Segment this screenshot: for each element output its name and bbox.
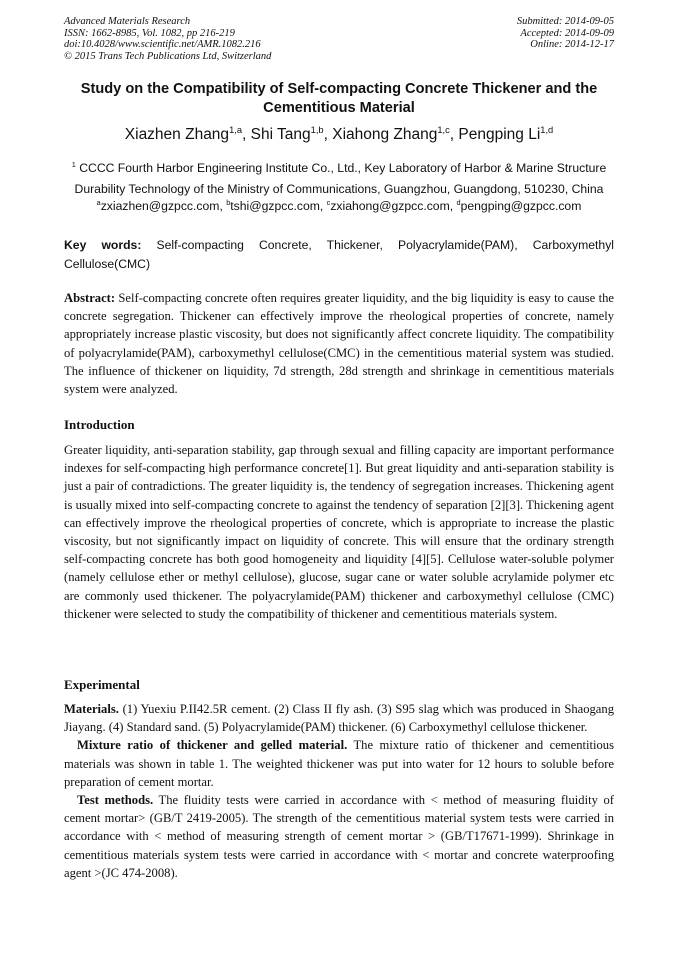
author: Pengping Li$^{1,d}$ [458,124,554,143]
journal-info [64,16,271,62]
keywords-text: Self-compacting Concrete, Thickener, Polyacrylamide(PAM), Carboxymethyl Cellulose(CMC) [64,238,614,271]
author: Xiahong Zhang$^{1,c}$, [332,124,459,143]
section-heading-introduction: Introduction [64,417,135,432]
experimental-section [64,700,614,882]
materials-paragraph: Materials. (1) Yuexiu P.II42.5R cement. (2) Class II fly ash. (3) S95 slag which was produced in Shaogang Jiayang. (4) Standard sand. (5) Polyacrylamide(PAM) thickener. (6) Carboxymethyl cellulose thickener. [64,702,614,735]
email-list: $^a$zxiazhen@gzpcc.com, $^b$tshi@gzpcc.com, $^c$zxiahong@gzpcc.com, $^d$pengping@gzpcc.com [96,197,582,213]
doi-line: doi:10.4028/www.scientific.net/AMR.1082.216 [64,39,261,51]
copyright-line: © 2015 Trans Tech Publications Ltd, Switzerland [64,50,272,62]
abstract-label: Abstract: [64,291,116,305]
section-heading-experimental: Experimental [64,677,140,692]
author: Shi Tang$^{1,b}$, [250,124,333,143]
email-link[interactable]: $^d$pengping@gzpcc.com [456,197,582,213]
online-date: Online: 2014-12-17 [530,39,614,51]
introduction-paragraph: Greater liquidity, anti-separation stability, gap through sexual and filling capacity are important performance indexes for self-compacting high performance concrete[1]. But great liquidity and anti-separation stability is just a pair of contradictions. The greater liquidity is, the tendency of segregation increases. Thickening agent is usually mixed into self-compacting concrete to against the tendency of separation [2][3]. Thickening agent can effectively improve the rheological properties of concrete, which is appropriate to increase the plastic viscosity, but not significantly impact on liquidity of concrete. This will ensure that the ordinary strength self-compacting concrete has both good homogeneity and liquidity [4][5]. Cellulose water-soluble polymer (namely cellulose ether or methyl cellulose), glucose, sugar cane or water soluble acrylamide polymer etc are commonly used thickener. The polyacrylamide(PAM) thickener and carboxymethyl cellulose (CMC) thickener were selected to study the compatibility of thickener and cementitious materials system. [64,443,614,621]
accepted-date: Accepted: 2014-09-09 [520,27,614,39]
test-methods-paragraph: Test methods. The fluidity tests were carried in accordance with < method of measuring fluidity of cement mortar> (GB/T 2419-2005). The strength of the cementitious material system tests were carried in accordance with < method of measuring strength of cement mortar > (GB/T17671-1999). Shrinkage in cementitious materials system tests were carried in accordance with < mortar and concrete waterproofing agent >(JC 474-2008). [64,793,614,880]
publication-dates [517,16,614,51]
affiliation-line-2: Durability Technology of the Ministry of Communications, Guangzhou, Guangdong, 510230, China [74,182,604,196]
affiliation [50,158,628,200]
email-link[interactable]: $^c$zxiahong@gzpcc.com [326,197,450,213]
keywords-label: Key words: [64,238,142,252]
submitted-date: Submitted: 2014-09-05 [516,16,614,27]
issn-line: ISSN: 1662-8985, Vol. 1082, pp 216-219 [64,27,235,39]
mixture-ratio-paragraph: Mixture ratio of thickener and gelled material. The mixture ratio of thickener and cementitious materials was shown in table 1. The weighted thickener was put into water for 12 hours to soluble before preparation of cement mortar. [64,738,614,789]
author-list [40,125,638,145]
email-link[interactable]: $^a$zxiazhen@gzpcc.com [96,197,220,213]
abstract-text: Self-compacting concrete often requires greater liquidity, and the big liquidity is easy to cause the concrete segregation. Thickener can effectively improve the rheological properties of concrete, namely appropriately increase plastic viscosity, but does not significantly affect concrete liquidity. The compatibility of polyacrylamide(PAM), carboxymethyl cellulose(CMC) in the cementitious material system was studied. The influence of thickener on liquidity, 7d strength, 28d strength and shrinkage in cementitious materials system were analyzed. [64,291,614,397]
keywords [64,236,614,274]
affiliation-line-1: $^1$ CCCC Fourth Harbor Engineering Institute Co., Ltd., Key Laboratory of Harbor & Marine Structure [71,159,607,175]
author: Xiazhen Zhang$^{1,a}$, [124,124,251,143]
email-link[interactable]: $^b$tshi@gzpcc.com [226,197,320,213]
paper-title: Study on the Compatibility of Self-compacting Concrete Thickener and the Cementitious Material [80,81,598,116]
journal-name: Advanced Materials Research [64,16,191,27]
abstract [64,289,614,398]
